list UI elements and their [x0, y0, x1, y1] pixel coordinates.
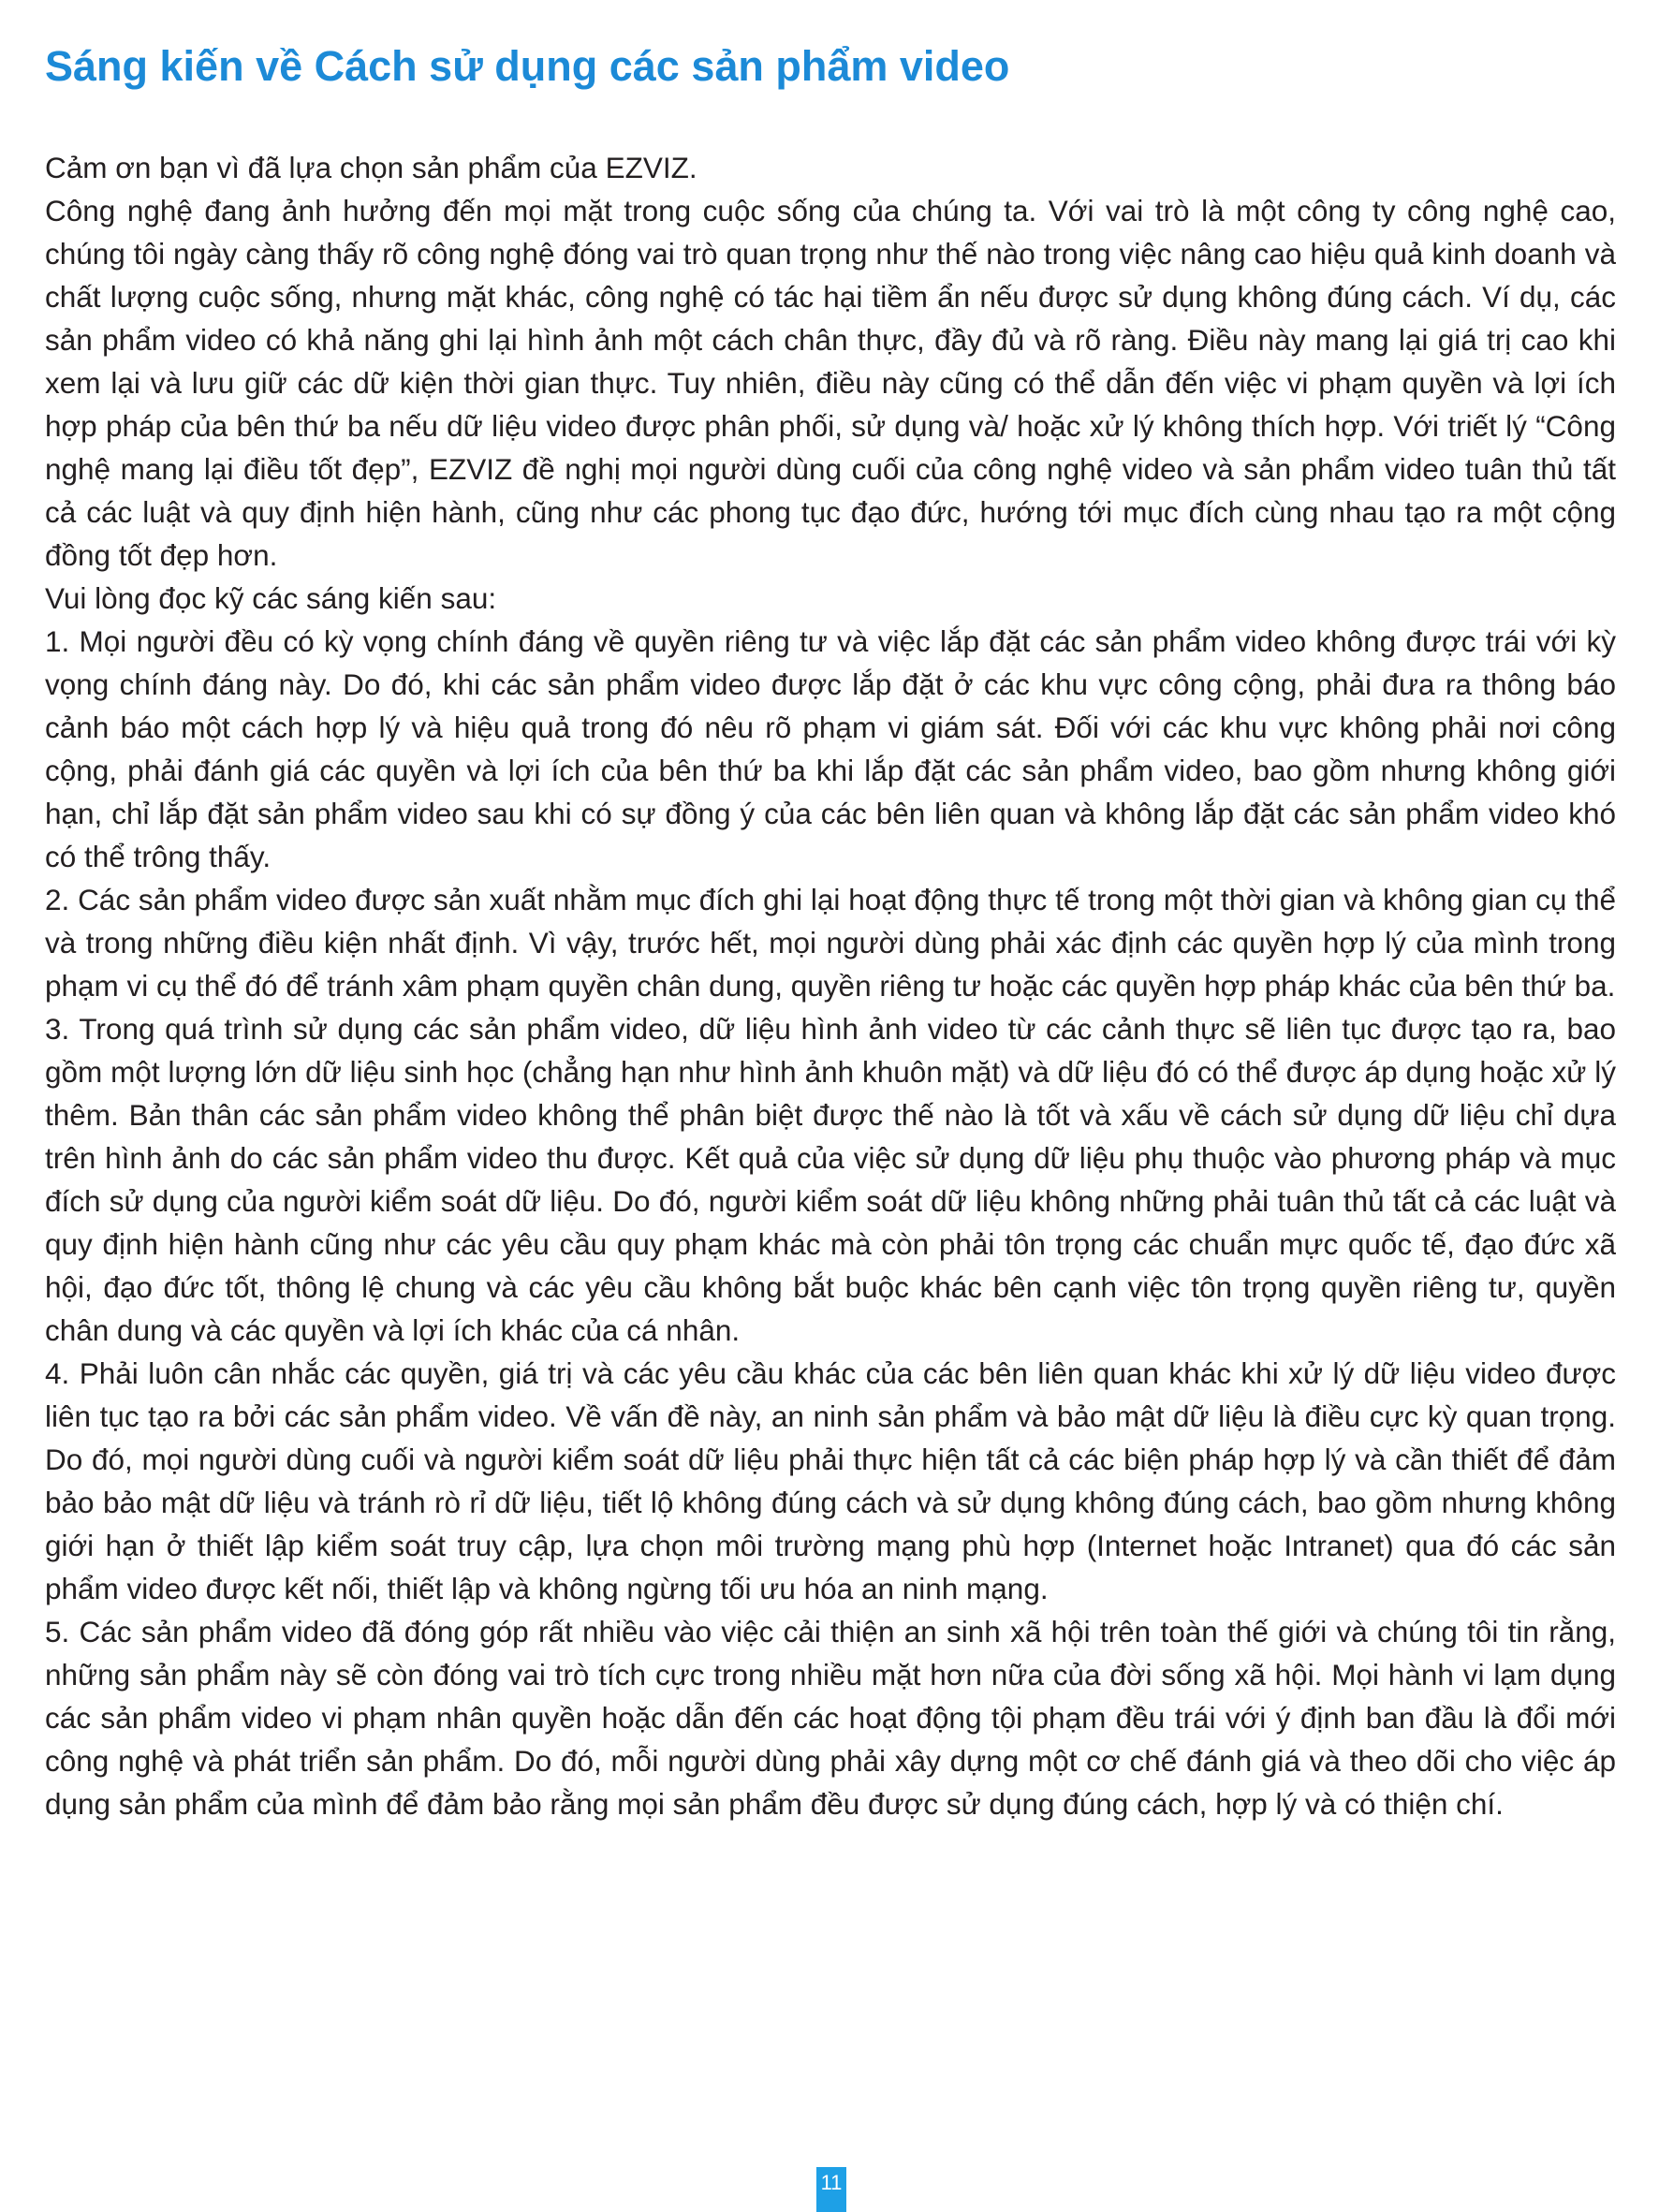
paragraph-item-2: 2. Các sản phẩm video được sản xuất nhằm mục đích ghi lại hoạt động thực tế trong một thời gian và không gian cụ thể và trong những điều kiện nhất định. Vì vậy, trước hết, mọi người dùng phải xác định các quyền hợp lý của mình trong phạm vi cụ thể đó để tránh xâm phạm quyền chân dung, quyền riêng tư hoặc các quyền hợp pháp khác của bên thứ ba.: [45, 883, 1616, 1003]
paragraph-thanks: Cảm ơn bạn vì đã lựa chọn sản phẩm của EZVIZ.: [45, 151, 697, 184]
paragraph-item-4: 4. Phải luôn cân nhắc các quyền, giá trị và các yêu cầu khác của các bên liên quan khác khi xử lý dữ liệu video được liên tục tạo ra bởi các sản phẩm video. Về vấn đề này, an ninh sản phẩm và bảo mật dữ liệu là điều cực kỳ quan trọng. Do đó, mọi người dùng cuối và người kiểm soát dữ liệu phải thực hiện tất cả các biện pháp hợp lý và cần thiết để đảm bảo bảo mật dữ liệu và tránh rò rỉ dữ liệu, tiết lộ không đúng cách và sử dụng không đúng cách, bao gồm nhưng không giới hạn ở thiết lập kiểm soát truy cập, lựa chọn môi trường mạng phù hợp (Internet hoặc Intranet) qua đó các sản phẩm video được kết nối, thiết lập và không ngừng tối ưu hóa an ninh mạng.: [45, 1356, 1616, 1605]
page-number: 11: [816, 2167, 846, 2212]
paragraph-item-3: 3. Trong quá trình sử dụng các sản phẩm video, dữ liệu hình ảnh video từ các cảnh thực sẽ liên tục được tạo ra, bao gồm một lượng lớn dữ liệu sinh học (chẳng hạn như hình ảnh khuôn mặt) và dữ liệu đó có thể được áp dụng hoặc xử lý thêm. Bản thân các sản phẩm video không thể phân biệt được thế nào là tốt và xấu về cách sử dụng dữ liệu chỉ dựa trên hình ảnh do các sản phẩm video thu được. Kết quả của việc sử dụng dữ liệu phụ thuộc vào phương pháp và mục đích sử dụng của người kiểm soát dữ liệu. Do đó, người kiểm soát dữ liệu không những phải tuân thủ tất cả các luật và quy định hiện hành cũng như các yêu cầu quy phạm khác mà còn phải tôn trọng các chuẩn mực quốc tế, đạo đức xã hội, đạo đức tốt, thông lệ chung và các yêu cầu không bắt buộc khác bên cạnh việc tôn trọng quyền riêng tư, quyền chân dung và các quyền và lợi ích khác của cá nhân.: [45, 1012, 1616, 1347]
page-title: Sáng kiến về Cách sử dụng các sản phẩm video: [45, 42, 1010, 90]
paragraph-item-1: 1. Mọi người đều có kỳ vọng chính đáng về quyền riêng tư và việc lắp đặt các sản phẩm video không được trái với kỳ vọng chính đáng này. Do đó, khi các sản phẩm video được lắp đặt ở các khu vực công cộng, phải đưa ra thông báo cảnh báo một cách hợp lý và hiệu quả trong đó nêu rõ phạm vi giám sát. Đối với các khu vực không phải nơi công cộng, phải đánh giá các quyền và lợi ích của bên thứ ba khi lắp đặt các sản phẩm video, bao gồm nhưng không giới hạn, chỉ lắp đặt sản phẩm video sau khi có sự đồng ý của các bên liên quan và không lắp đặt các sản phẩm video khó có thể trông thấy.: [45, 624, 1616, 873]
paragraph-item-5: 5. Các sản phẩm video đã đóng góp rất nhiều vào việc cải thiện an sinh xã hội trên toàn thế giới và chúng tôi tin rằng, những sản phẩm này sẽ còn đóng vai trò tích cực trong nhiều mặt hơn nữa của đời sống xã hội. Mọi hành vi lạm dụng các sản phẩm video vi phạm nhân quyền hoặc dẫn đến các hoạt động tội phạm đều trái với ý định ban đầu là đổi mới công nghệ và phát triển sản phẩm. Do đó, mỗi người dùng phải xây dựng một cơ chế đánh giá và theo dõi cho việc áp dụng sản phẩm của mình để đảm bảo rằng mọi sản phẩm đều được sử dụng đúng cách, hợp lý và có thiện chí.: [45, 1615, 1616, 1821]
document-page: [45, 37, 1616, 1825]
paragraph-intro: Công nghệ đang ảnh hưởng đến mọi mặt trong cuộc sống của chúng ta. Với vai trò là một công ty công nghệ cao, chúng tôi ngày càng thấy rõ công nghệ đóng vai trò quan trọng như thế nào trong việc nâng cao hiệu quả kinh doanh và chất lượng cuộc sống, nhưng mặt khác, công nghệ có tác hại tiềm ẩn nếu được sử dụng không đúng cách. Ví dụ, các sản phẩm video có khả năng ghi lại hình ảnh một cách chân thực, đầy đủ và rõ ràng. Điều này mang lại giá trị cao khi xem lại và lưu giữ các dữ kiện thời gian thực. Tuy nhiên, điều này cũng có thể dẫn đến việc vi phạm quyền và lợi ích hợp pháp của bên thứ ba nếu dữ liệu video được phân phối, sử dụng và/ hoặc xử lý không thích hợp. Với triết lý “Công nghệ mang lại điều tốt đẹp”, EZVIZ đề nghị mọi người dùng cuối của công nghệ video và sản phẩm video tuân thủ tất cả các luật và quy định hiện hành, cũng như các phong tục đạo đức, hướng tới mục đích cùng nhau tạo ra một cộng đồng tốt đẹp hơn.: [45, 194, 1616, 572]
document-body: [45, 146, 1616, 1825]
paragraph-read-instruction: Vui lòng đọc kỹ các sáng kiến sau:: [45, 581, 497, 615]
